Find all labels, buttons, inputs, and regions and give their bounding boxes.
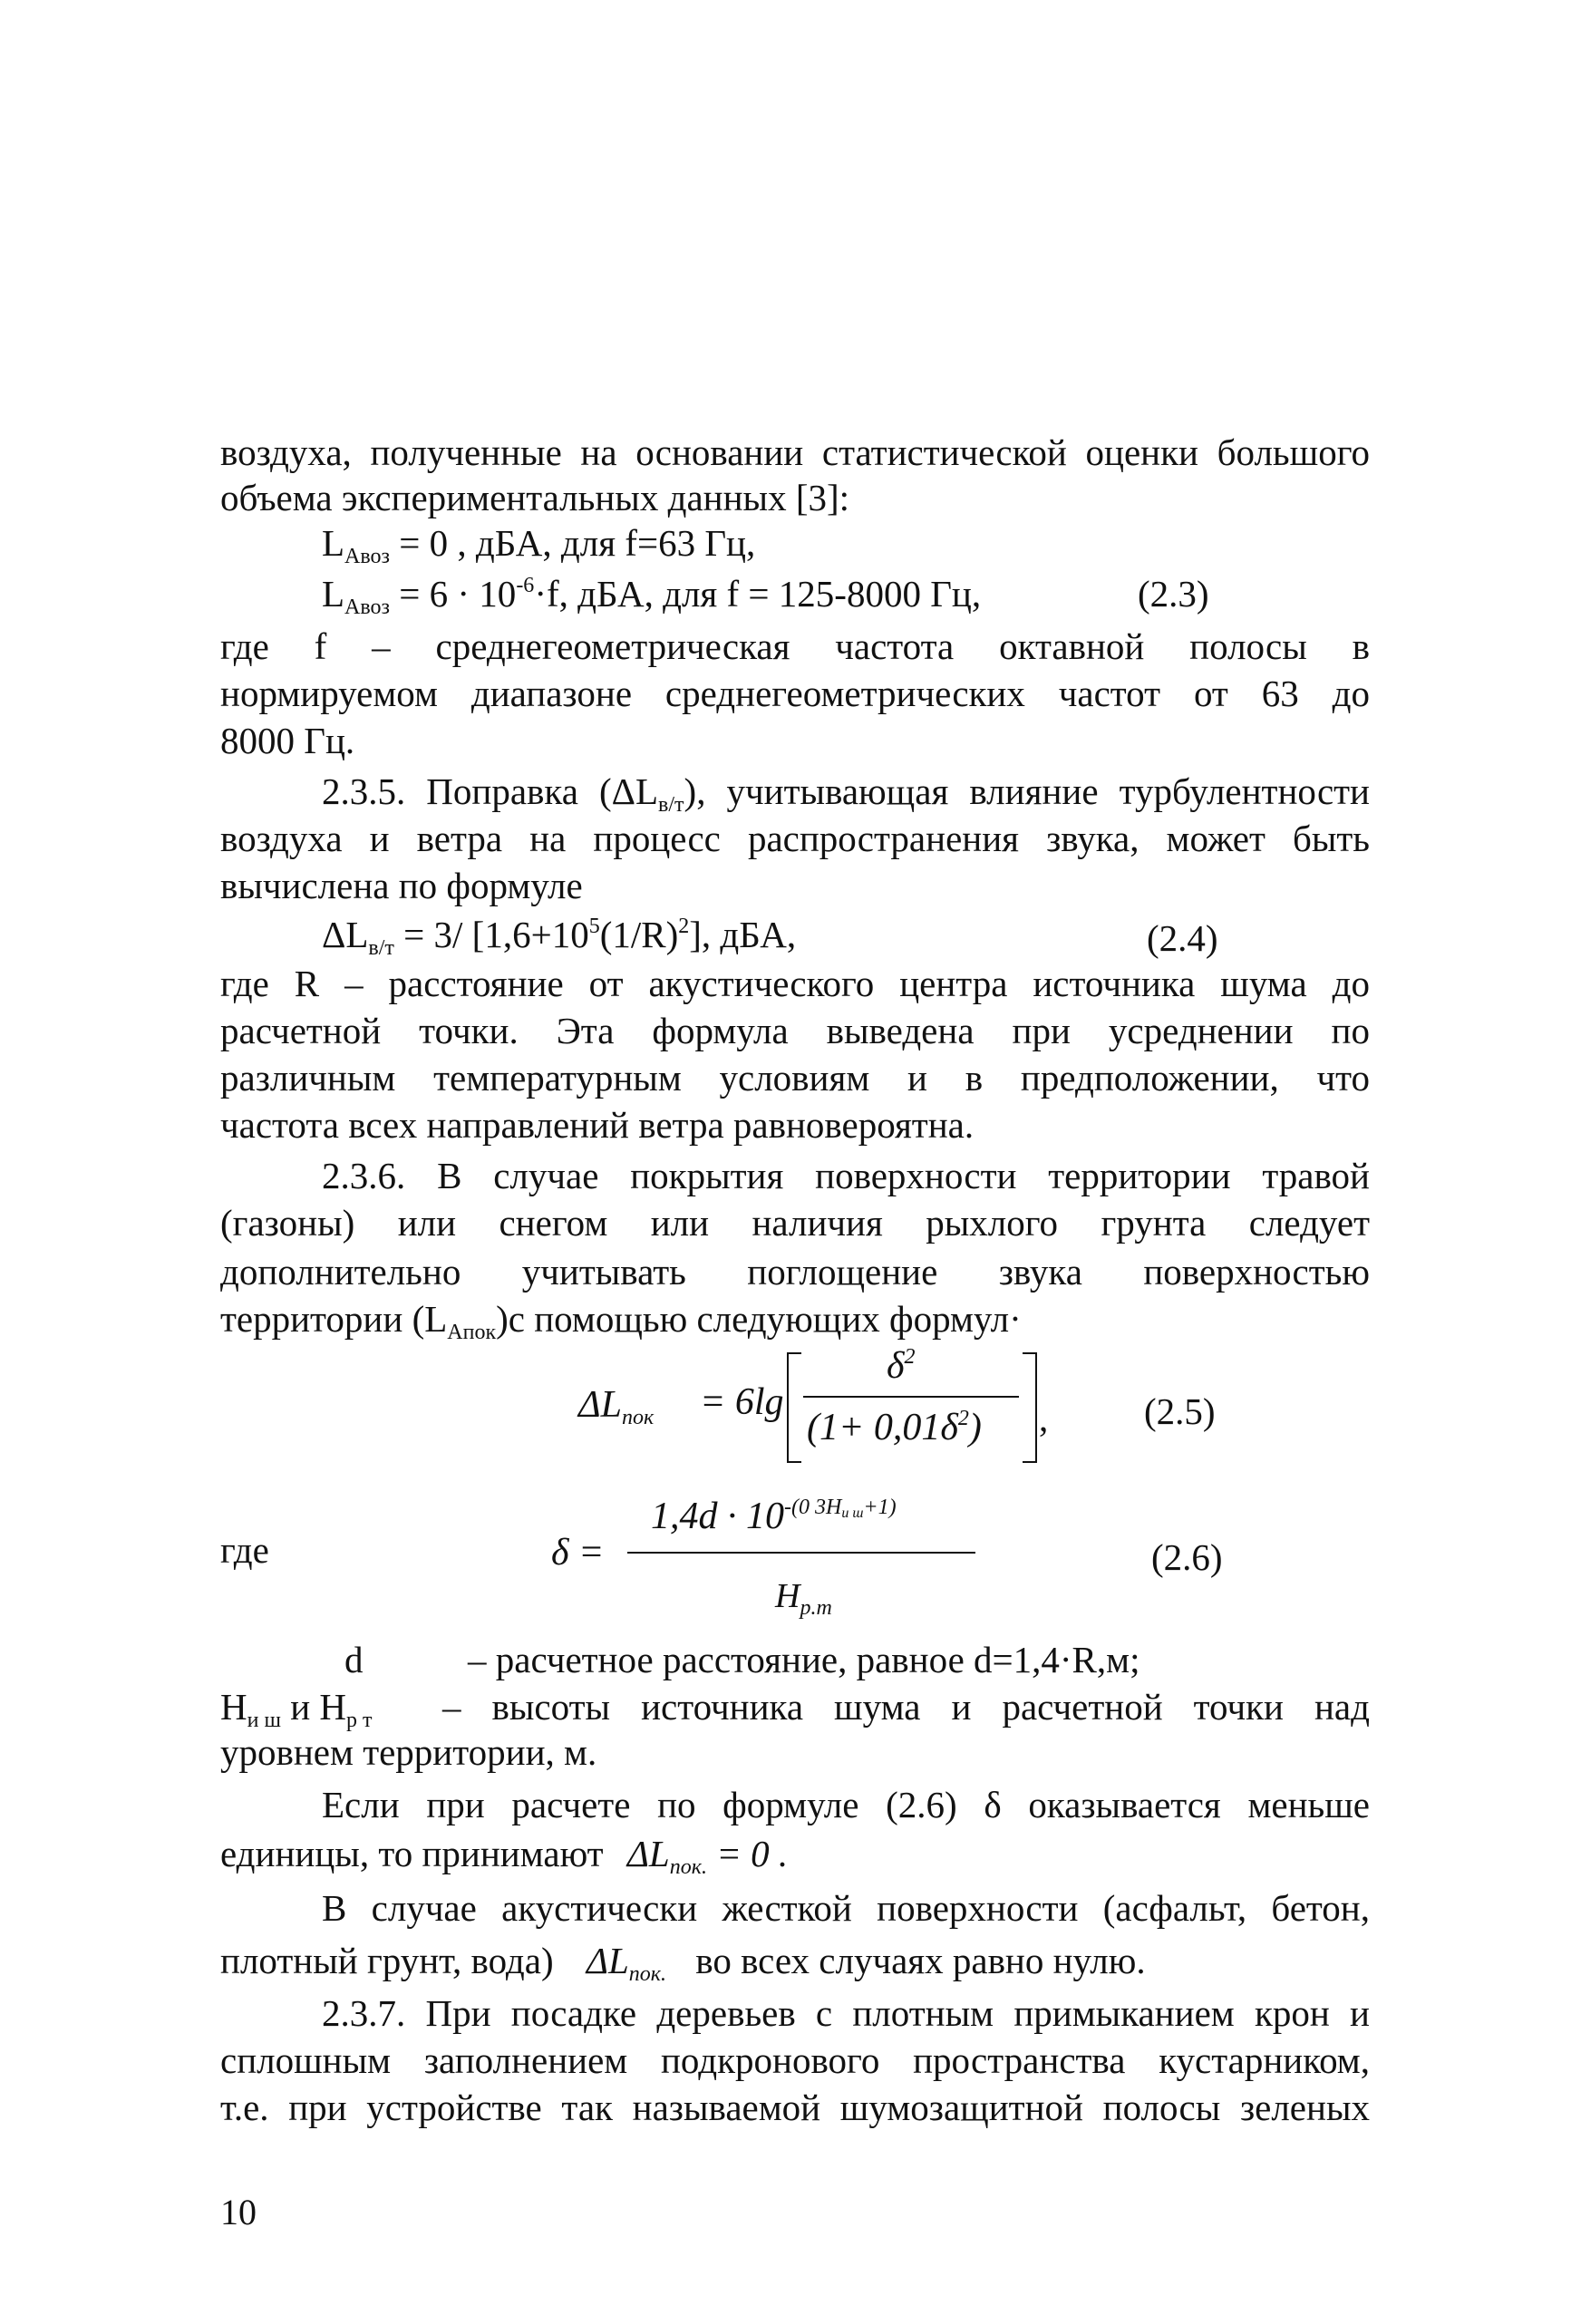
text-line: расчетной точки. Эта формула выведена при усреднении по bbox=[220, 1010, 1370, 1051]
paragraph-start: Если при расчете по формуле (2.6) δ оказывается меньше bbox=[322, 1784, 1370, 1825]
left-bracket bbox=[787, 1352, 801, 1463]
paragraph-start: 2.3.7. При посадке деревьев с плотным примыканием крон и bbox=[322, 1992, 1370, 2034]
formula-denominator: $H_{р.т}$ bbox=[775, 1577, 832, 1620]
text-line: воздуха, полученные на основании статистической оценки большого bbox=[220, 431, 1370, 473]
page-number: 10 bbox=[220, 2192, 257, 2232]
formula-line: $L_{Авоз} = 0$ , дБА, для f=63 Гц, bbox=[322, 522, 756, 568]
paragraph-start: 2.3.6. В случае покрытия поверхности территории травой bbox=[322, 1155, 1370, 1196]
text-line: вычислена по формуле bbox=[220, 865, 583, 906]
definition-text: – высоты источника шума и расчетной точки над bbox=[442, 1686, 1370, 1728]
equation-number: (2.6) bbox=[1151, 1536, 1223, 1578]
formula-lhs: δ = bbox=[551, 1532, 605, 1574]
text-line: уровнем территории, м. bbox=[220, 1731, 597, 1773]
formula-line: $L_{Авоз} = 6 \cdot 10^{-6}\cdot f$, дБА, для f = 125-8000 Гц, bbox=[322, 573, 982, 619]
where-label: где bbox=[220, 1529, 269, 1571]
formula-lhs: $\Delta L_{пок}$ bbox=[578, 1384, 655, 1429]
text-line: (газоны) или снегом или наличия рыхлого грунта следует bbox=[220, 1202, 1370, 1244]
text-line: дополнительно учитывать поглощение звука поверхностью bbox=[220, 1251, 1370, 1293]
definition-symbol: $H_{и ш}$ и $H_{р т}$ bbox=[220, 1686, 373, 1732]
paragraph-start: В случае акустически жесткой поверхности (асфальт, бетон, bbox=[322, 1887, 1370, 1929]
equation-number: (2.5) bbox=[1144, 1390, 1216, 1432]
text-line: где f – среднегеометрическая частота октавной полосы в bbox=[220, 625, 1370, 667]
equation-number: (2.3) bbox=[1138, 573, 1209, 615]
formula-numerator: $1,4d \cdot 10^{-(0 3H_{и ш}+1)}$ bbox=[651, 1496, 897, 1537]
formula-comma: , bbox=[1039, 1398, 1049, 1439]
text-line: 8000 Гц. bbox=[220, 720, 355, 761]
equation-number: (2.4) bbox=[1147, 917, 1218, 959]
text-line: воздуха и ветра на процесс распространения звука, может быть bbox=[220, 818, 1370, 859]
fraction-bar bbox=[627, 1552, 975, 1554]
fraction-bar bbox=[803, 1396, 1019, 1398]
text-line: где R – расстояние от акустического центра источника шума до bbox=[220, 963, 1370, 1004]
text-line: плотный грунт, вода) $\Delta L_{пок.}$ во всех случаях равно нулю. bbox=[220, 1940, 1146, 1986]
text-line: единицы, то принимают $\Delta L_{пок.} = 0$ . bbox=[220, 1833, 789, 1879]
text-line: различным температурным условиям и в предположении, что bbox=[220, 1057, 1370, 1099]
text-line: объема экспериментальных данных [3]: bbox=[220, 477, 850, 518]
text-line: нормируемом диапазоне среднегеометрических частот от 63 до bbox=[220, 673, 1370, 714]
text-line: частота всех направлений ветра равновероятна. bbox=[220, 1104, 975, 1146]
right-bracket bbox=[1023, 1352, 1037, 1463]
text-line: территории $(L_{Апок})с$ помощью следующих формул· bbox=[220, 1298, 1022, 1344]
definition-text: – расчетное расстояние, равное d=1,4·R,м; bbox=[468, 1639, 1140, 1680]
formula-denominator: $(1+ 0,01\delta^2)$ bbox=[807, 1407, 982, 1448]
formula-numerator: $\delta^2$ bbox=[887, 1345, 916, 1387]
formula-operator: = 6lg bbox=[700, 1381, 784, 1423]
formula-line: $\Delta L_{в/т} = 3/$ $[1,6+10^5(1/R)^2]$, дБА, bbox=[322, 914, 797, 960]
definition-symbol: d bbox=[344, 1639, 364, 1680]
paragraph-start: 2.3.5. Поправка $(\Delta L_{в/т})$, учитывающая влияние турбулентности bbox=[322, 770, 1370, 817]
text-line: т.е. при устройстве так называемой шумозащитной полосы зеленых bbox=[220, 2087, 1370, 2128]
text-line: сплошным заполнением подкронового пространства кустарником, bbox=[220, 2039, 1370, 2081]
